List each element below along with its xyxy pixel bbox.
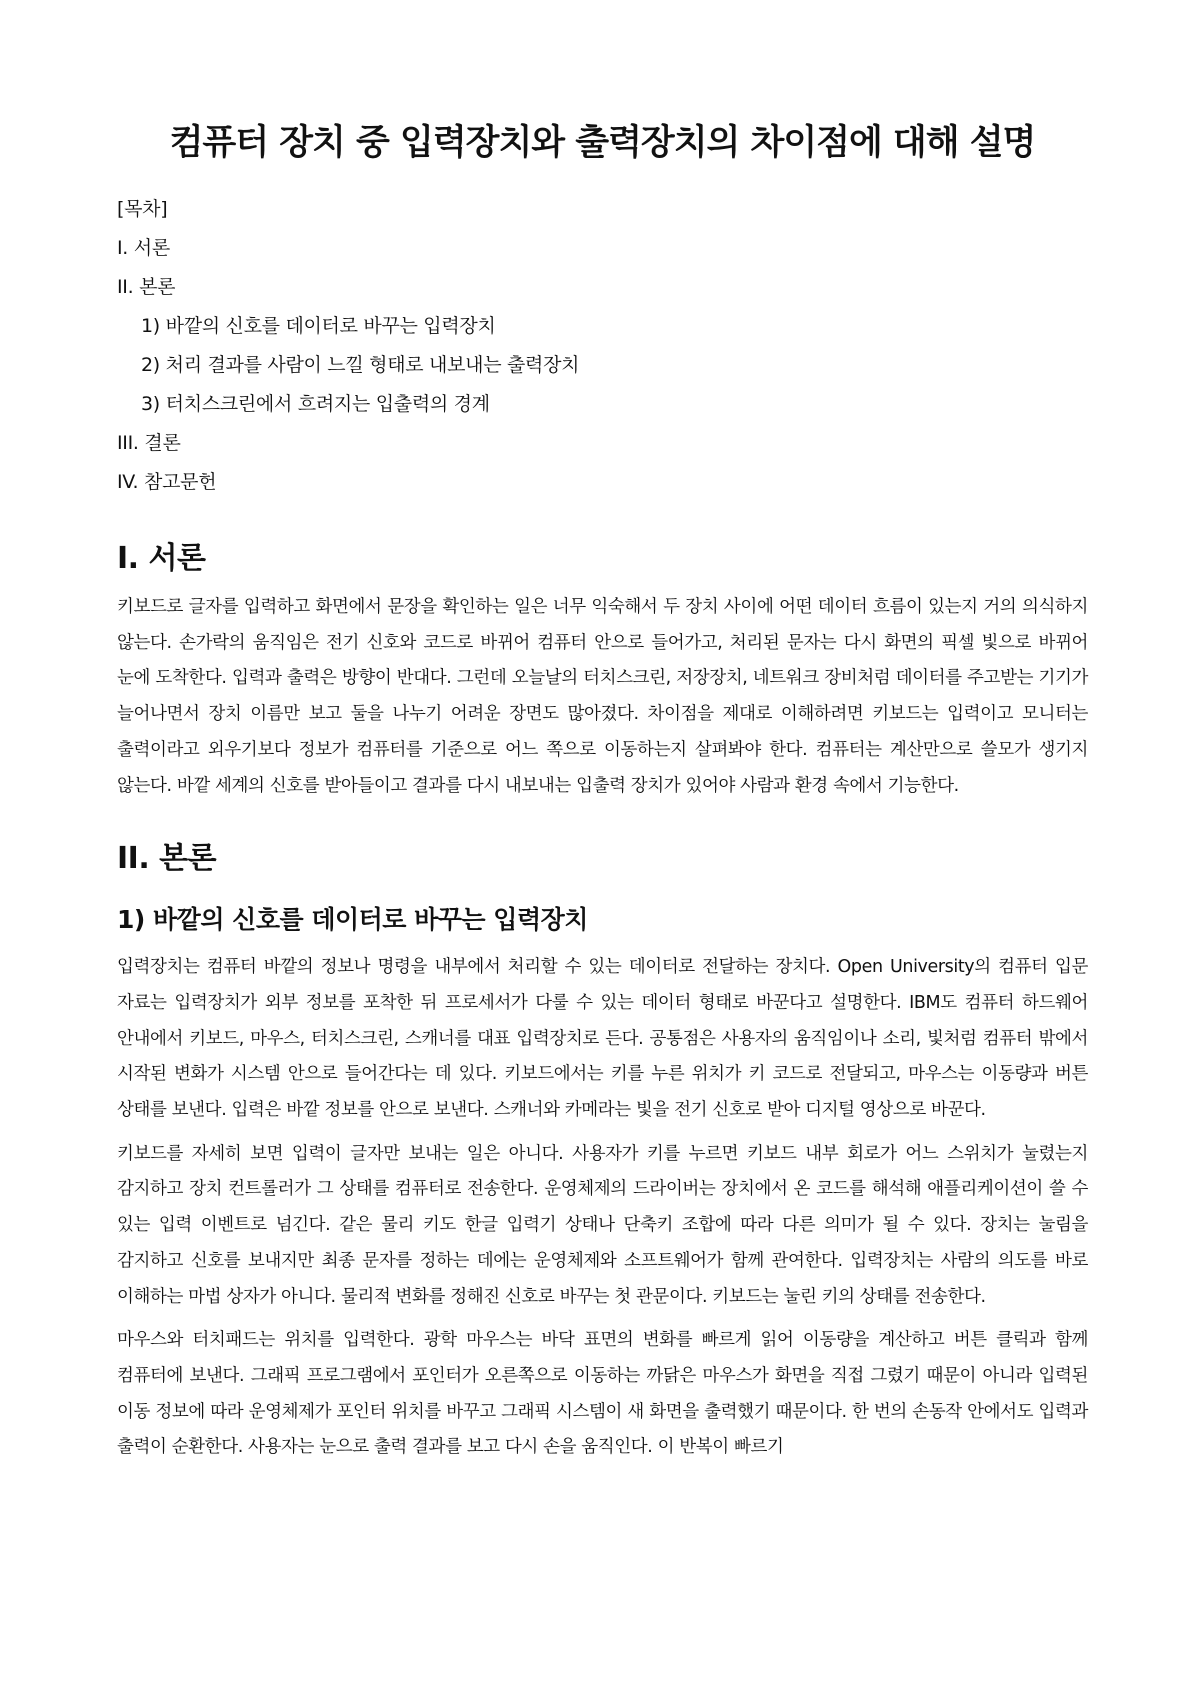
body-paragraph: 입력장치는 컴퓨터 바깥의 정보나 명령을 내부에서 처리할 수 있는 데이터로 전달하는 장치다. Open University의 컴퓨터 입문 자료는 입력장치가 외부 정보를 포착한 뒤 프로세서가 다룰 수 있는 데이터 형태로 바꾼다고 설명한다. IBM도 컴퓨터 하드웨어 안내에서 키보드, 마우스, 터치스크린, 스캐너를 대표 입력장치로 든다. 공통점은 사용자의 움직임이나 소리, 빛처럼 컴퓨터 밖에서 시작된 변화가 시스템 안으로 들어간다는 데 있다. 키보드에서는 키를 누른 위치가 키 코드로 전달되고, 마우스는 이동량과 버튼 상태를 보낸다. 입력은 바깥 정보를 안으로 보낸다. 스캐너와 카메라는 빛을 전기 신호로 받아 디지털 영상으로 바꾼다.: [117, 957, 1088, 1121]
toc-item-main-body: II. 본론: [117, 276, 176, 298]
toc-item-output-devices: 2) 처리 결과를 사람이 느낄 형태로 내보내는 출력장치: [141, 354, 580, 376]
body-paragraph: 마우스와 터치패드는 위치를 입력한다. 광학 마우스는 바닥 표면의 변화를 빠르게 읽어 이동량을 계산하고 버튼 클릭과 함께 컴퓨터에 보낸다. 그래픽 프로그램에서 포인터가 오른쪽으로 이동하는 까닭은 마우스가 화면을 직접 그렸기 때문이 아니라 입력된 이동 정보에 따라 운영체제가 포인터 위치를 바꾸고 그래픽 시스템이 새 화면을 출력했기 때문이다. 한 번의 손동작 안에서도 입력과 출력이 순환한다. 사용자는 눈으로 출력 결과를 보고 다시 손을 움직인다. 이 반복이 빠르기: [117, 1330, 1088, 1458]
introduction-paragraph: 키보드로 글자를 입력하고 화면에서 문장을 확인하는 일은 너무 익숙해서 두 장치 사이에 어떤 데이터 흐름이 있는지 거의 의식하지 않는다. 손가락의 움직임은 전기 신호와 코드로 바뀌어 컴퓨터 안으로 들어가고, 처리된 문자는 다시 화면의 픽셀 빛으로 바뀌어 눈에 도착한다. 입력과 출력은 방향이 반대다. 그런데 오늘날의 터치스크린, 저장장치, 네트워크 장비처럼 데이터를 주고받는 기기가 늘어나면서 장치 이름만 보고 둘을 나누기 어려운 장면도 많아졌다. 차이점을 제대로 이해하려면 키보드는 입력이고 모니터는 출력이라고 외우기보다 정보가 컴퓨터를 기준으로 어느 쪽으로 이동하는지 살펴봐야 한다. 컴퓨터는 계산만으로 쓸모가 생기지 않는다. 바깥 세계의 신호를 받아들이고 결과를 다시 내보내는 입출력 장치가 있어야 사람과 환경 속에서 기능한다.: [117, 597, 1088, 796]
table-of-contents: [117, 190, 1088, 502]
toc-item-conclusion: III. 결론: [117, 432, 181, 454]
main-body-heading: II. 본론: [117, 841, 217, 877]
input-devices-section: [117, 902, 1088, 1466]
toc-item-input-devices: 1) 바깥의 신호를 데이터로 바꾸는 입력장치: [141, 315, 496, 337]
introduction-heading: I. 서론: [117, 541, 206, 576]
toc-item-touchscreen: 3) 터치스크린에서 흐려지는 입출력의 경계: [141, 393, 490, 415]
toc-item-references: IV. 참고문헌: [117, 471, 217, 493]
input-devices-heading: 1) 바깥의 신호를 데이터로 바꾸는 입력장치: [117, 905, 588, 935]
body-paragraph: 키보드를 자세히 보면 입력이 글자만 보내는 일은 아니다. 사용자가 키를 누르면 키보드 내부 회로가 어느 스위치가 눌렸는지 감지하고 장치 컨트롤러가 그 상태를 컴퓨터로 전송한다. 운영체제의 드라이버는 장치에서 온 코드를 해석해 애플리케이션이 쓸 수 있는 입력 이벤트로 넘긴다. 같은 물리 키도 한글 입력기 상태나 단축키 조합에 따라 다른 의미가 될 수 있다. 장치는 눌림을 감지하고 신호를 보내지만 최종 문자를 정하는 데에는 운영체제와 소프트웨어가 함께 관여한다. 입력장치는 사람의 의도를 바로 이해하는 마법 상자가 아니다. 물리적 변화를 정해진 신호로 바꾸는 첫 관문이다. 키보드는 눌린 키의 상태를 전송한다.: [117, 1143, 1088, 1307]
toc-heading: [목차]: [117, 198, 168, 220]
main-body-section: [117, 838, 1088, 880]
introduction-section: [117, 538, 1088, 804]
toc-item-introduction: I. 서론: [117, 237, 170, 259]
document-title: 컴퓨터 장치 중 입력장치와 출력장치의 차이점에 대해 설명: [169, 123, 1036, 163]
